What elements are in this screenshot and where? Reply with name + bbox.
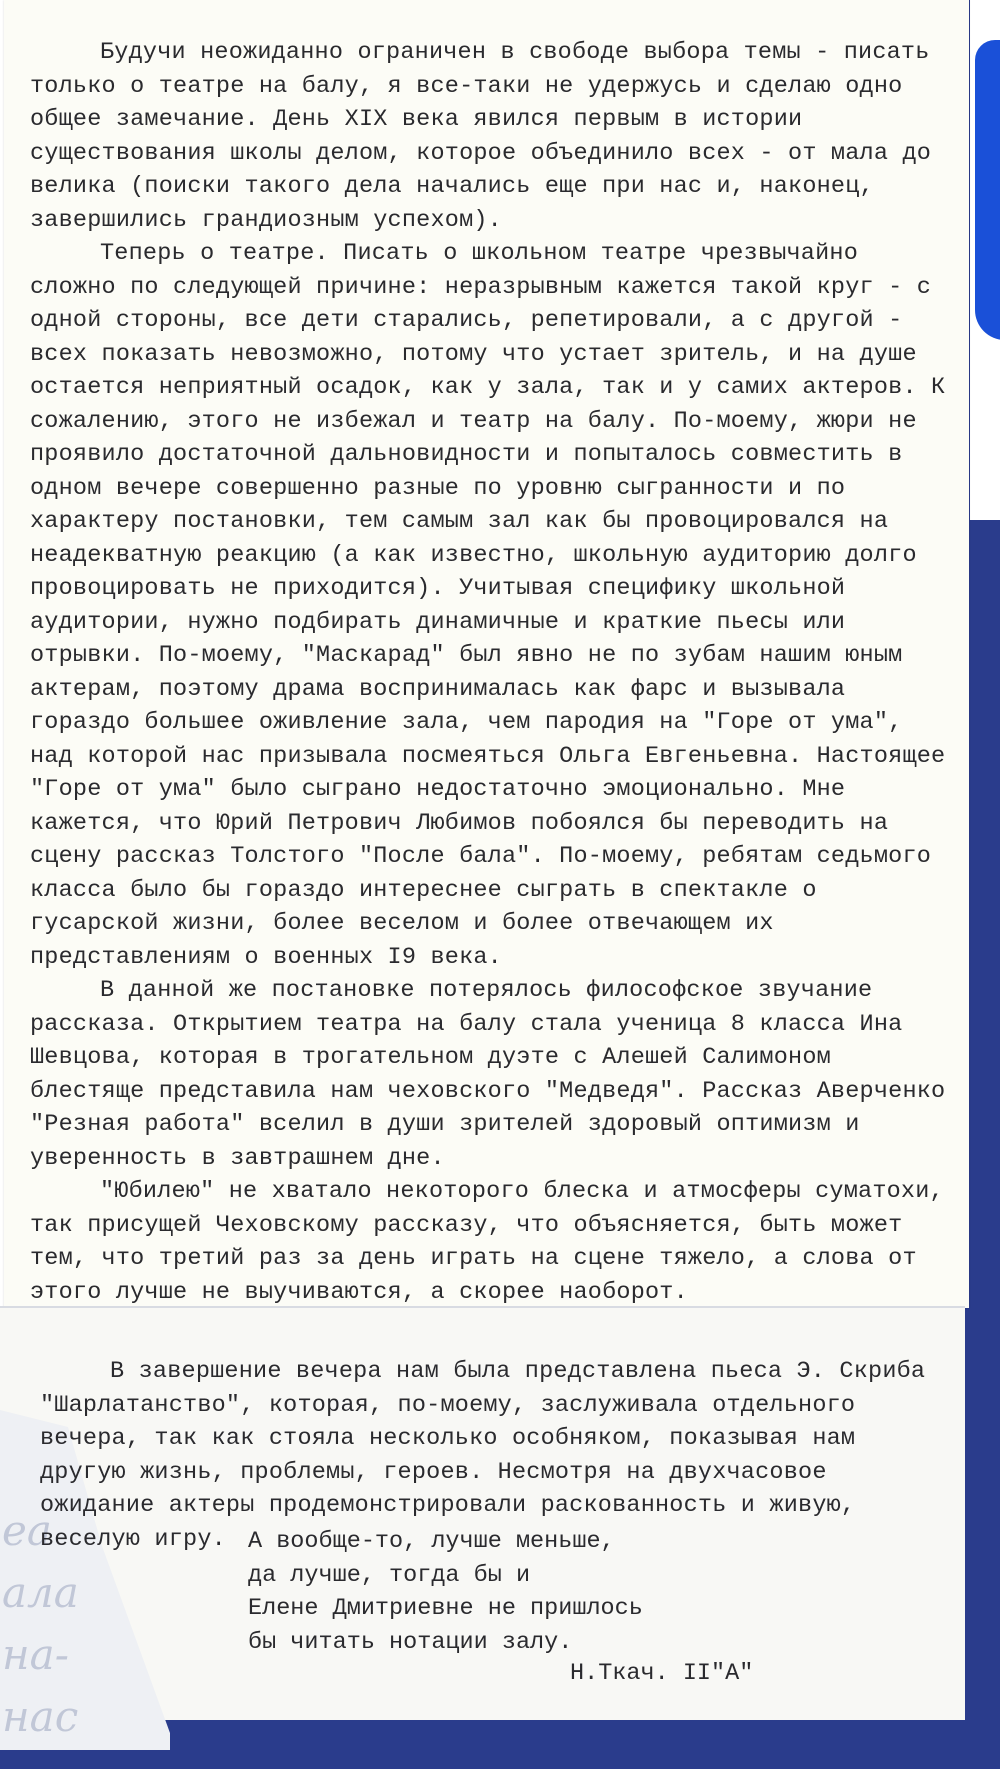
paragraph: В данной же постановке потерялось философское звучание рассказа. Открытием театра на балу стала ученица 8 класса Ина Шевцова, которая в трогательном дуэте с Алешей Салимоном блестяще представила нам чеховского "Медведя". Рассказ Аверченко "Резная работа" вселил в души зрителей здоровый оптимизм и уверенность в завтрашнем дне.	[30, 977, 960, 1172]
page1-body	[30, 36, 960, 1309]
verse-line: бы читать нотации залу.	[248, 1628, 573, 1656]
verse-line: да лучше, тогда бы и	[248, 1561, 531, 1589]
paragraph: Теперь о театре. Писать о школьном театре чрезвычайно сложно по следующей причине: неразрывным кажется такой круг - с одной стороны, все дети старались, репетировали, а с другой - всех показать невозможно, потому что устает зритель, и на душе остается неприятный осадок, как у зала, так и у самих актеров. К сожалению, этого не избежал и театр на балу. По-моему, жюри не проявило достаточной дальновидности и попыталось совместить в одном вечере совершенно разные по уровню сыгранности и по характеру постановки, тем самым зал как бы провоцировался на неадекватную реакцию (а как известно, школьную аудиторию долго провоцировать не приходится). Учитывая специфику школьной аудитории, нужно подбирать динамичные и краткие пьесы или отрывки. По-моему, "Маскарад" был явно не по зубам нашим юным актерам, поэтому драма воспринималась как фарс и вызывала гораздо большее оживление зала, чем пародия на "Горе от ума", над которой нас призывала посмеяться Ольга Евгеньевна. Настоящее "Горе от ума" было сыграно недостаточно эмоционально. Мне кажется, что Юрий Петрович Любимов побоялся бы переводить на сцену рассказ Толстого "После бала". По-моему, ребятам седьмого класса было бы гораздо интереснее сыграть в спектакле о гусарской жизни, более веселом и более отвечающем их представлениям о военных I9 века.	[30, 240, 960, 971]
author-signature: Н.Ткач. II"А"	[570, 1660, 754, 1687]
handwritten-scrap-text: еа ала на- нас	[2, 1506, 79, 1741]
closing-verse	[248, 1525, 643, 1659]
verse-line: А вообще-то, лучше меньше,	[248, 1528, 615, 1555]
blue-paper-scrap	[975, 40, 1000, 340]
paragraph: В завершение вечера нам была представлена пьеса Э. Скриба "Шарлатанство", которая, по-моему, заслуживала отдельного вечера, так как стояла несколько особняком, показывая нам другую жизнь, проблемы, героев. Несмотря на двухчасовое ожидание актеры продемонстрировали раскованность и живую, веселую игру.	[40, 1358, 940, 1553]
paragraph: "Юбилею" не хватало некоторого блеска и атмосферы суматохи, так присущей Чеховскому рассказу, что объясняется, быть может тем, что третий раз за день играть на сцене тяжело, а слова от этого лучше не выучиваются, а скорее наоборот.	[30, 1178, 959, 1306]
paragraph: Будучи неожиданно ограничен в свободе выбора темы - писать только о театре на балу, я все-таки не удержусь и сделаю одно общее замечание. День XIX века явился первым в истории существования школы делом, которое объединило всех - от мала до велика (поиски такого дела начались еще при нас и, наконец, завершились грандиозным успехом).	[30, 39, 946, 234]
verse-line: Елене Дмитриевне не пришлось	[248, 1595, 643, 1622]
